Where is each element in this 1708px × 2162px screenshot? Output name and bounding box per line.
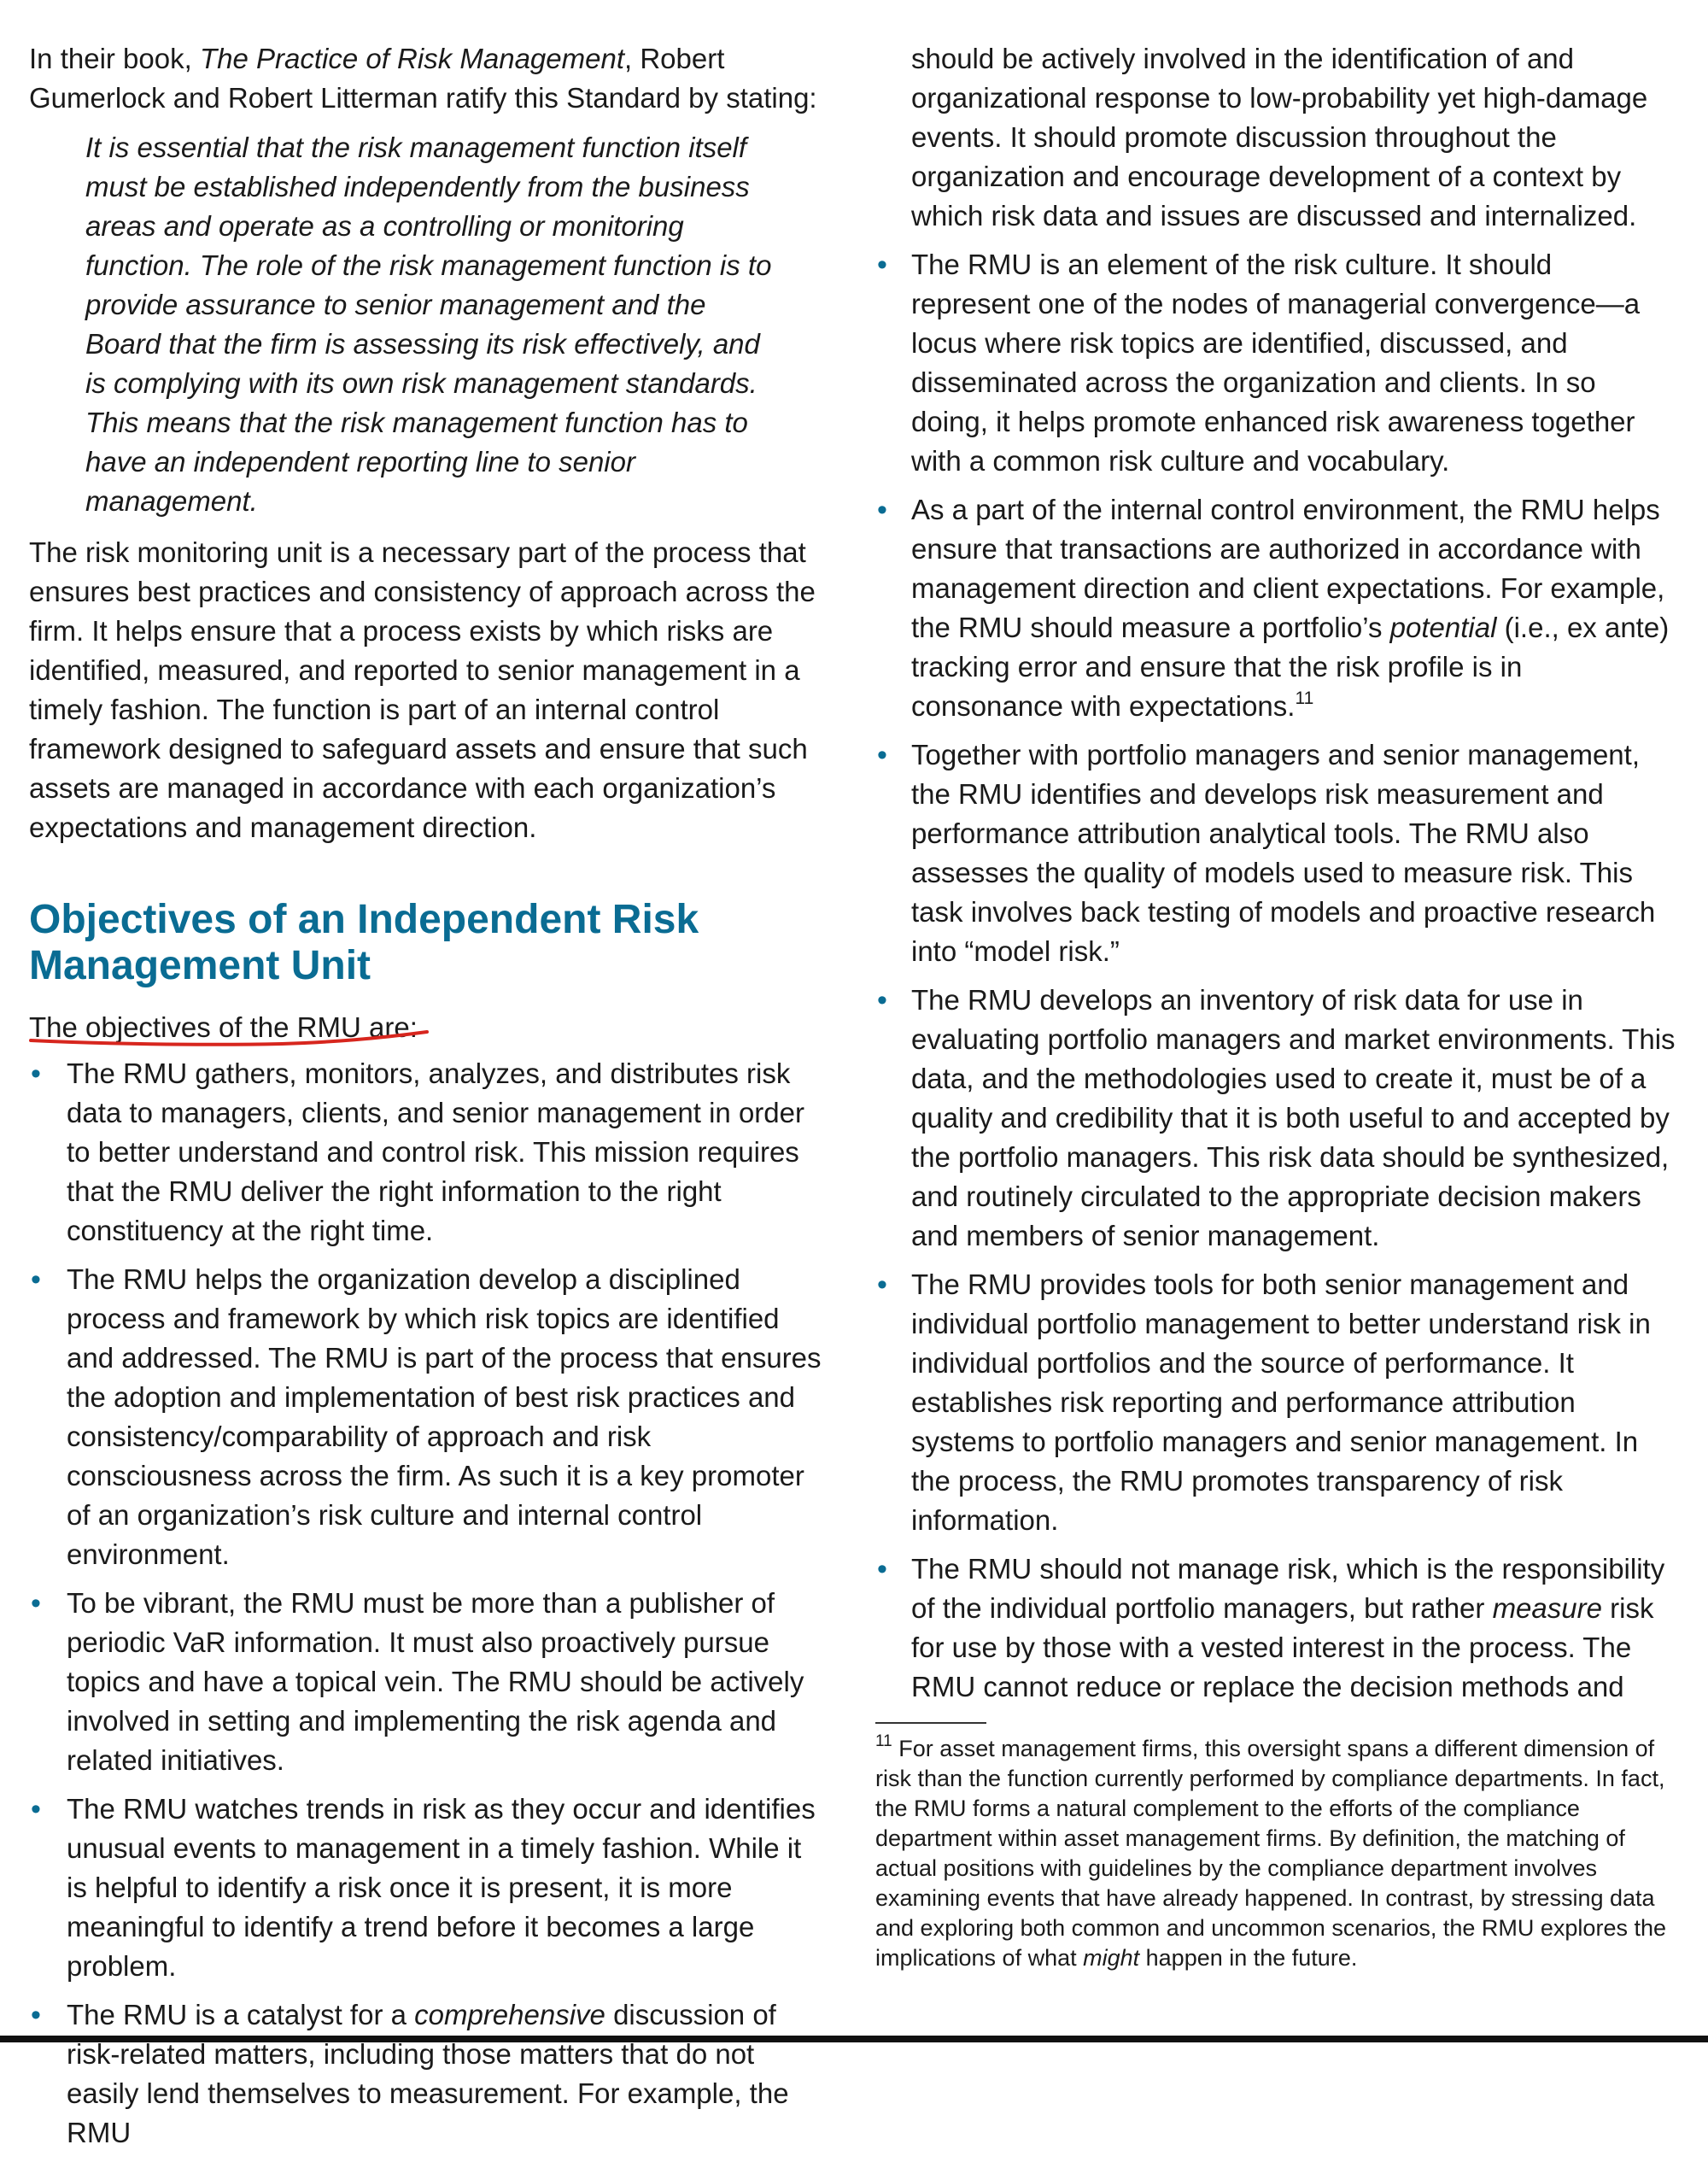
section-heading: Objectives of an Independent Risk Management Unit — [29, 897, 699, 988]
emphasis-text: might — [1083, 1945, 1140, 1971]
footnote-reference[interactable]: 11 — [1295, 688, 1314, 708]
objectives-list — [29, 1054, 823, 2153]
body-paragraph: The risk monitoring unit is a necessary part of the process that ensures best practices and consistency of approach across the firm. It helps ensure that a process exists by which risks are identified, measured, and reported to senior management in a timely fashion. The function is part of an internal control framework designed to safeguard assets and ensure that such assets are managed in accordance with each organization’s expectations and management direction. — [29, 536, 816, 843]
list-item-text: The RMU develops an inventory of risk data for use in evaluating portfolio managers and market environments. This data, and the methodologies used to create it, must be of a quality and credibility that it is both useful to and accepted by the portfolio managers. This risk data should be synthesized, and routinely circulated to the appropriate decision makers and members of senior management. — [911, 984, 1676, 1251]
list-item — [875, 735, 1678, 971]
emphasis-text: measure — [1492, 1592, 1602, 1624]
objectives-list-continued — [875, 245, 1678, 1707]
list-item-text: The RMU watches trends in risk as they occur and identifies unusual events to management in a timely fashion. While it is helpful to identify a risk once it is present, it is more meaningful to identify a trend before it becomes a large problem. — [67, 1793, 816, 1982]
annotated-phrase: The objectives of the RMU — [29, 1011, 361, 1043]
bullet-dot-icon: • — [877, 984, 887, 1017]
bullet-dot-icon: • — [31, 1587, 41, 1620]
bullet-dot-icon: • — [877, 1268, 887, 1301]
list-item — [29, 1584, 823, 1780]
bullet-dot-icon: • — [877, 249, 887, 281]
quote-text: It is essential that the risk management function itself must be established independently from the business areas and operate as a controlling or monitoring function. The role of the risk management function is to provide assurance to senior management and the Board that the firm is assessing its risk effectively, and is complying with its own risk management standards. This means that the risk management function has to have an independent reporting line to senior management. — [85, 132, 772, 517]
emphasis-text: potential — [1389, 612, 1497, 643]
list-item-text: The RMU gathers, monitors, analyzes, and distributes risk data to managers, clients, and senior management in order to better understand and control risk. This mission requires that the RMU deliver the right information to the right constituency at the right time. — [67, 1058, 804, 1246]
bullet-dot-icon: • — [877, 1553, 887, 1585]
list-item — [875, 490, 1678, 726]
list-item-text: Together with portfolio managers and senior management, the RMU identifies and develops risk measurement and performance attribution analytical tools. The RMU also assesses the quality of models used to measure risk. This task involves back testing of models and proactive research into “model risk.” — [911, 739, 1656, 967]
footnote-text-end: happen in the future. — [1139, 1945, 1358, 1971]
footnote-number: 11 — [875, 1732, 892, 1750]
objectives-lead — [29, 1008, 418, 1047]
list-item-text: The RMU provides tools for both senior management and individual portfolio management to better understand risk in individual portfolios and the source of performance. It establishes risk reporting and performance attribution systems to portfolio managers and senior management. In the process, the RMU promotes transparency of risk information. — [911, 1268, 1651, 1536]
list-item-text: To be vibrant, the RMU must be more than a publisher of periodic VaR information. It must also proactively pursue topics and have a topical vein. The RMU should be actively involved in setting and implementing the risk agenda and related initiatives. — [67, 1587, 804, 1776]
list-item-text-end: discussion of risk-related matters, including those matters that do not easily lend themselves to measurement. For example, the RMU — [67, 1999, 789, 2148]
bullet-dot-icon: • — [31, 1058, 41, 1090]
footnote — [875, 1734, 1687, 1973]
list-item — [875, 981, 1678, 1256]
intro-text: In their book, — [29, 43, 200, 74]
list-item-text: The RMU is an element of the risk culture. It should represent one of the nodes of managerial convergence—a locus where risk topics are identified, discussed, and disseminated across the organization and clients. In so doing, it helps promote enhanced risk awareness together with a common risk culture and vocabulary. — [911, 249, 1641, 477]
bullet-dot-icon: • — [31, 1793, 41, 1825]
list-item — [29, 1995, 823, 2153]
list-item-text-end: risk for use by those with a vested interest in the process. The RMU cannot reduce or replace the decision methods and — [911, 1592, 1654, 1702]
list-item-text: The RMU helps the organization develop a disciplined process and framework by which risk topics are identified and addressed. The RMU is part of the process that ensures the adoption and implementation of best risk practices and consistency/comparability of approach and risk consciousness across the firm. As such it is a key promoter of an organization’s risk culture and internal control environment. — [67, 1263, 822, 1570]
bullet-dot-icon: • — [877, 739, 887, 771]
list-item — [29, 1260, 823, 1574]
list-item — [29, 1790, 823, 1986]
footnote-divider — [875, 1722, 986, 1724]
bullet-dot-icon: • — [31, 1999, 41, 2031]
right-column — [875, 39, 1678, 1716]
continued-list-item-text: should be actively involved in the identification of and organizational response to low-probability yet high-damage events. It should promote discussion throughout the organization and encourage development of a context by which risk data and issues are discussed and internalized. — [911, 43, 1648, 231]
list-item-text: As a part of the internal control environment, the RMU helps ensure that transactions are authorized in accordance with management direction and client expectations. For example, the RMU should measure a portfolio’s — [911, 494, 1665, 643]
list-item — [875, 245, 1678, 481]
bullet-dot-icon: • — [877, 494, 887, 526]
bullet-dot-icon: • — [31, 1263, 41, 1296]
block-quote — [85, 128, 772, 521]
list-item — [29, 1054, 823, 1251]
list-item-text: The RMU should not manage risk, which is the responsibility of the individual portfolio managers, but rather — [911, 1553, 1665, 1624]
book-title: The Practice of Risk Management — [199, 43, 624, 74]
footnote-text: For asset management firms, this oversight spans a different dimension of risk than the function currently performed by compliance departments. In fact, the RMU forms a natural complement to the efforts of the compliance department within asset management firms. By definition, the matching of actual positions with guidelines by the compliance department involves examining events that have already happened. In contrast, by stressing data and exploring both common and uncommon scenarios, the RMU explores the implications of what — [875, 1736, 1666, 1971]
list-item — [875, 1550, 1678, 1707]
lead-text-end: are: — [360, 1011, 418, 1043]
intro-paragraph — [29, 39, 823, 118]
list-item-text-end: (i.e., ex ante) tracking error and ensure that the risk profile is in consonance with expectations. — [911, 612, 1670, 722]
left-column — [29, 39, 823, 2162]
emphasis-text: comprehensive — [414, 1999, 605, 2030]
list-item-text: The RMU is a catalyst for a — [67, 1999, 415, 2030]
intro-text-end: , Robert Gumerlock and Robert Litterman ratify this Standard by stating: — [29, 43, 817, 114]
list-item — [875, 1265, 1678, 1540]
